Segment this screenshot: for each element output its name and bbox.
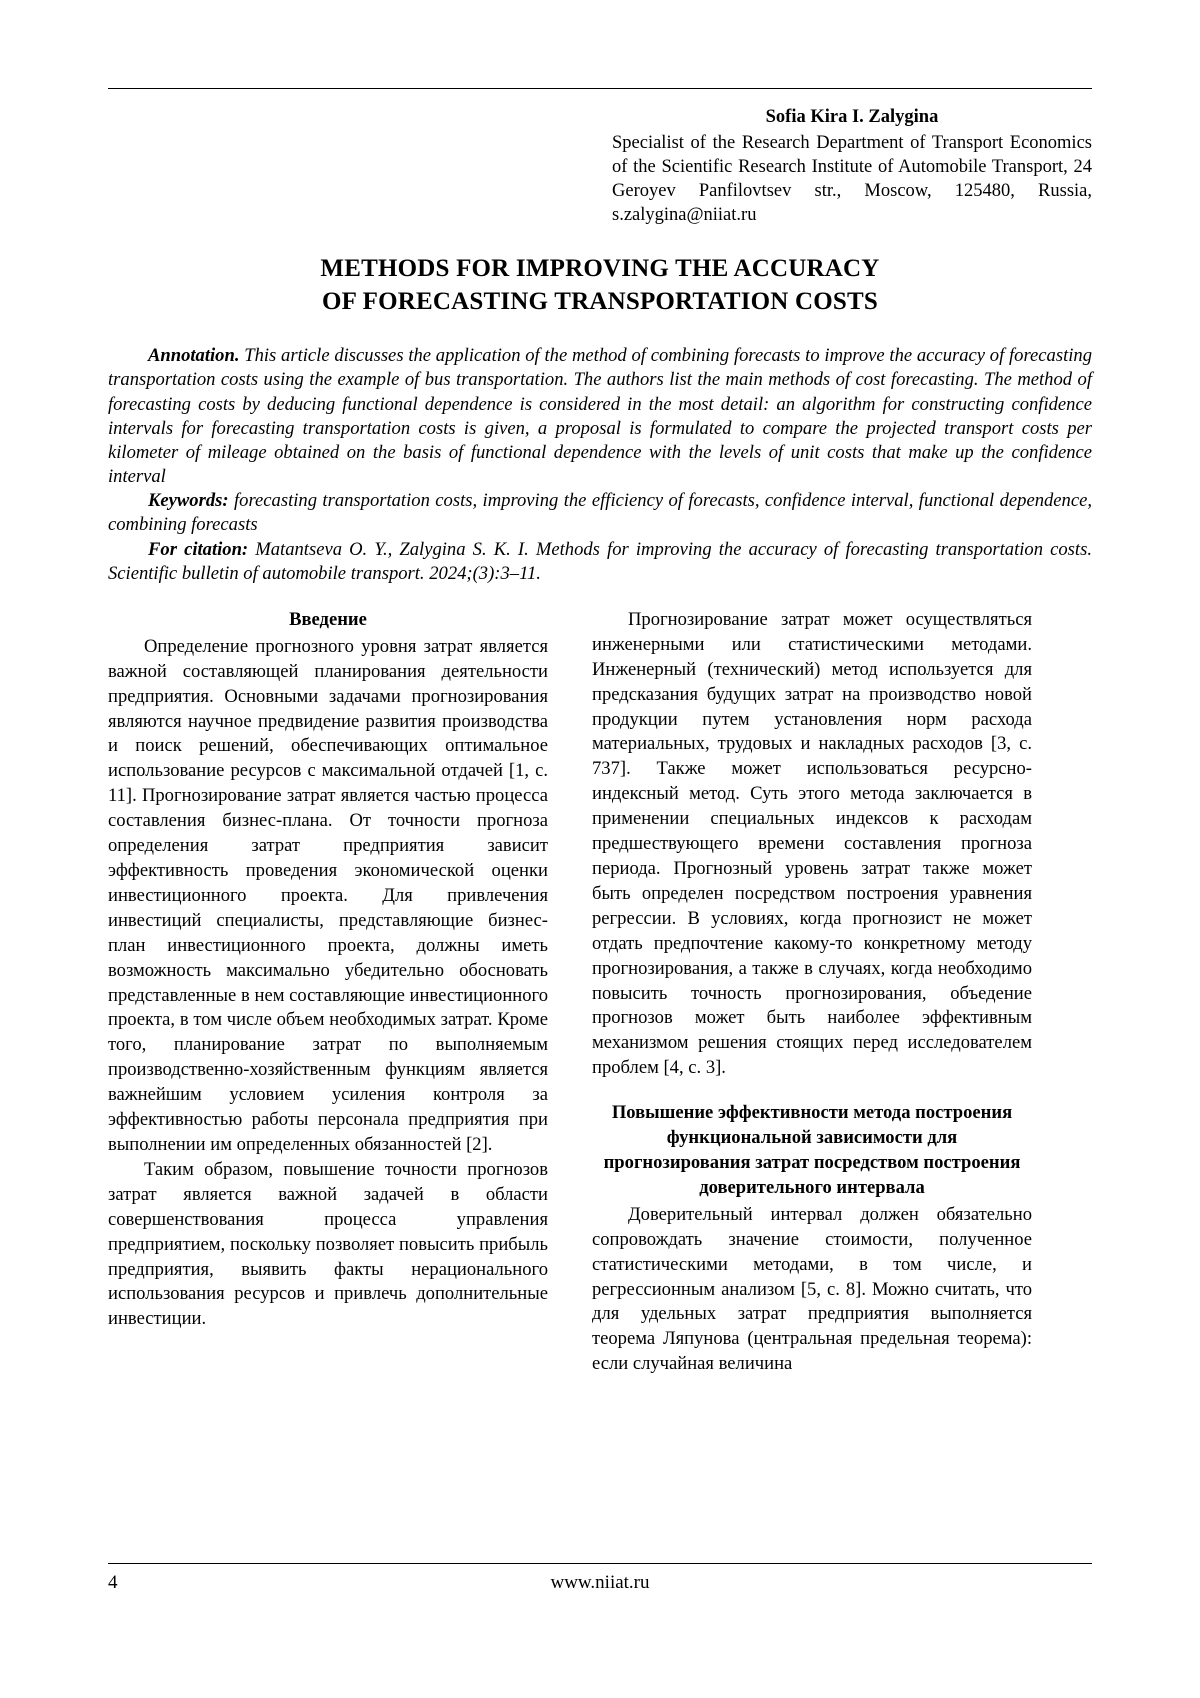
abstract-block [108,344,1092,586]
title-line-1: METHODS FOR IMPROVING THE ACCURACY [320,255,880,283]
title-line-2: OF FORECASTING TRANSPORTATION COSTS [322,287,878,315]
footer-site: www.niiat.ru [550,1572,650,1593]
author-block [612,105,1092,227]
footer-row [108,1572,1092,1594]
section-heading-confidence-interval: Повышение эффективности метода построения функциональной зависимости для прогнозирования затрат посредством построения доверительного интервала [603,1102,1021,1198]
paragraph: Доверительный интервал должен обязательно сопровождать значение стоимости, полученное статистическими методами, в том числе, и регрессионным анализом [5, с. 8]. Можно считать, что для удельных затрат предприятия выполняется теорема Ляпунова (центральная предельная теорема): если случайная величина [592,1203,1032,1375]
keywords-label: Keywords: [148,490,229,512]
paragraph: Прогнозирование затрат может осуществляться инженерными или статистическими методами. Инженерный (технический) метод используется для предсказания будущих затрат на производство новой продукции путем установления норм расхода материальных, трудовых и накладных расходов [3, с. 737]. Также может использоваться ресурсно-индексный метод. Суть этого метода заключается в применении специальных индексов к расходам предшествующего времени составления прогноза периода. Прогнозный уровень затрат также может быть определен посредством построения уравнения регрессии. В условиях, когда прогнозист не может отдать предпочтение какому-то конкретному методу прогнозирования, а также в случаях, когда необходимо повысить точность прогнозирования, объедение прогнозов может быть наиболее эффективным механизмом решения стоящих перед исследователем проблем [4, с. 3]. [592,608,1032,1079]
page-number: 4 [108,1572,118,1593]
citation-text: Matantseva O. Y., Zalygina S. K. I. Methods for improving the accuracy of forecasting transportation costs. Scientific bulletin of automobile transport. 2024;(3):3–11. [108,538,1092,584]
keywords-paragraph [108,489,1092,537]
paragraph: Таким образом, повышение точности прогнозов затрат является важной задачей в области совершенствования процесса управления предприятием, поскольку позволяет повысить прибыль предприятия, выявить факты нерационального использования ресурсов и привлечь дополнительные инвестиции. [108,1158,548,1330]
annotation-label: Annotation. [148,345,240,367]
annotation-text: This article discusses the application of the method of combining forecasts to improve the accuracy of forecasting transportation costs using the example of bus transportation. The authors list the main methods of cost forecasting. The method of forecasting costs by deducing functional dependence is considered in the most detail: an algorithm for constructing confidence intervals for forecasting transportation costs is given, a proposal is formulated to compare the projected transport costs per kilometer of mileage obtained on the basis of functional dependence with the levels of unit costs that make up the confidence interval [108,345,1092,488]
author-name: Sofia Kira I. Zalygina [765,107,939,127]
header-divider [108,88,1092,89]
citation-label: For citation: [148,538,249,560]
page-title [108,253,1092,318]
annotation-paragraph [108,344,1092,489]
citation-paragraph [108,538,1092,586]
page-footer [108,1563,1092,1594]
keywords-text: forecasting transportation costs, improving the efficiency of forecasts, confidence interval, functional dependence, combining forecasts [108,490,1092,536]
footer-divider [108,1563,1092,1564]
paragraph: Определение прогнозного уровня затрат является важной составляющей планирования деятельности предприятия. Основными задачами прогнозирования являются научное предвидение развития производства и поиск решений, обеспечивающих оптимальное использование ресурсов с максимальной отдачей [1, с. 11]. Прогнозирование затрат является частью процесса составления бизнес-плана. От точности прогноза определения затрат предприятия зависит эффективность проведения экономической оценки инвестиционного проекта. Для привлечения инвестиций специалисты, представляющие бизнес-план инвестиционного проекта, должны иметь возможность максимально убедительно обосновать представленные в нем составляющие инвестиционного проекта, в том числе объем необходимых затрат. Кроме того, планирование затрат по выполняемым производственно-хозяйственным функциям является важнейшим условием усиления контроля за эффективностью работы персонала предприятия при выполнении им определенных обязанностей [2]. [108,635,548,1155]
section-heading-introduction: Введение [289,608,367,630]
left-column [108,608,548,1377]
body-columns [108,608,1092,1377]
right-column [592,608,1032,1377]
author-affiliation: Specialist of the Research Department of Transport Economics of the Scientific Research Institute of Automobile Transport, 24 Geroyev Panfilovtsev str., Moscow, 125480, Russia, s.zalygina@niiat.ru [612,133,1092,226]
